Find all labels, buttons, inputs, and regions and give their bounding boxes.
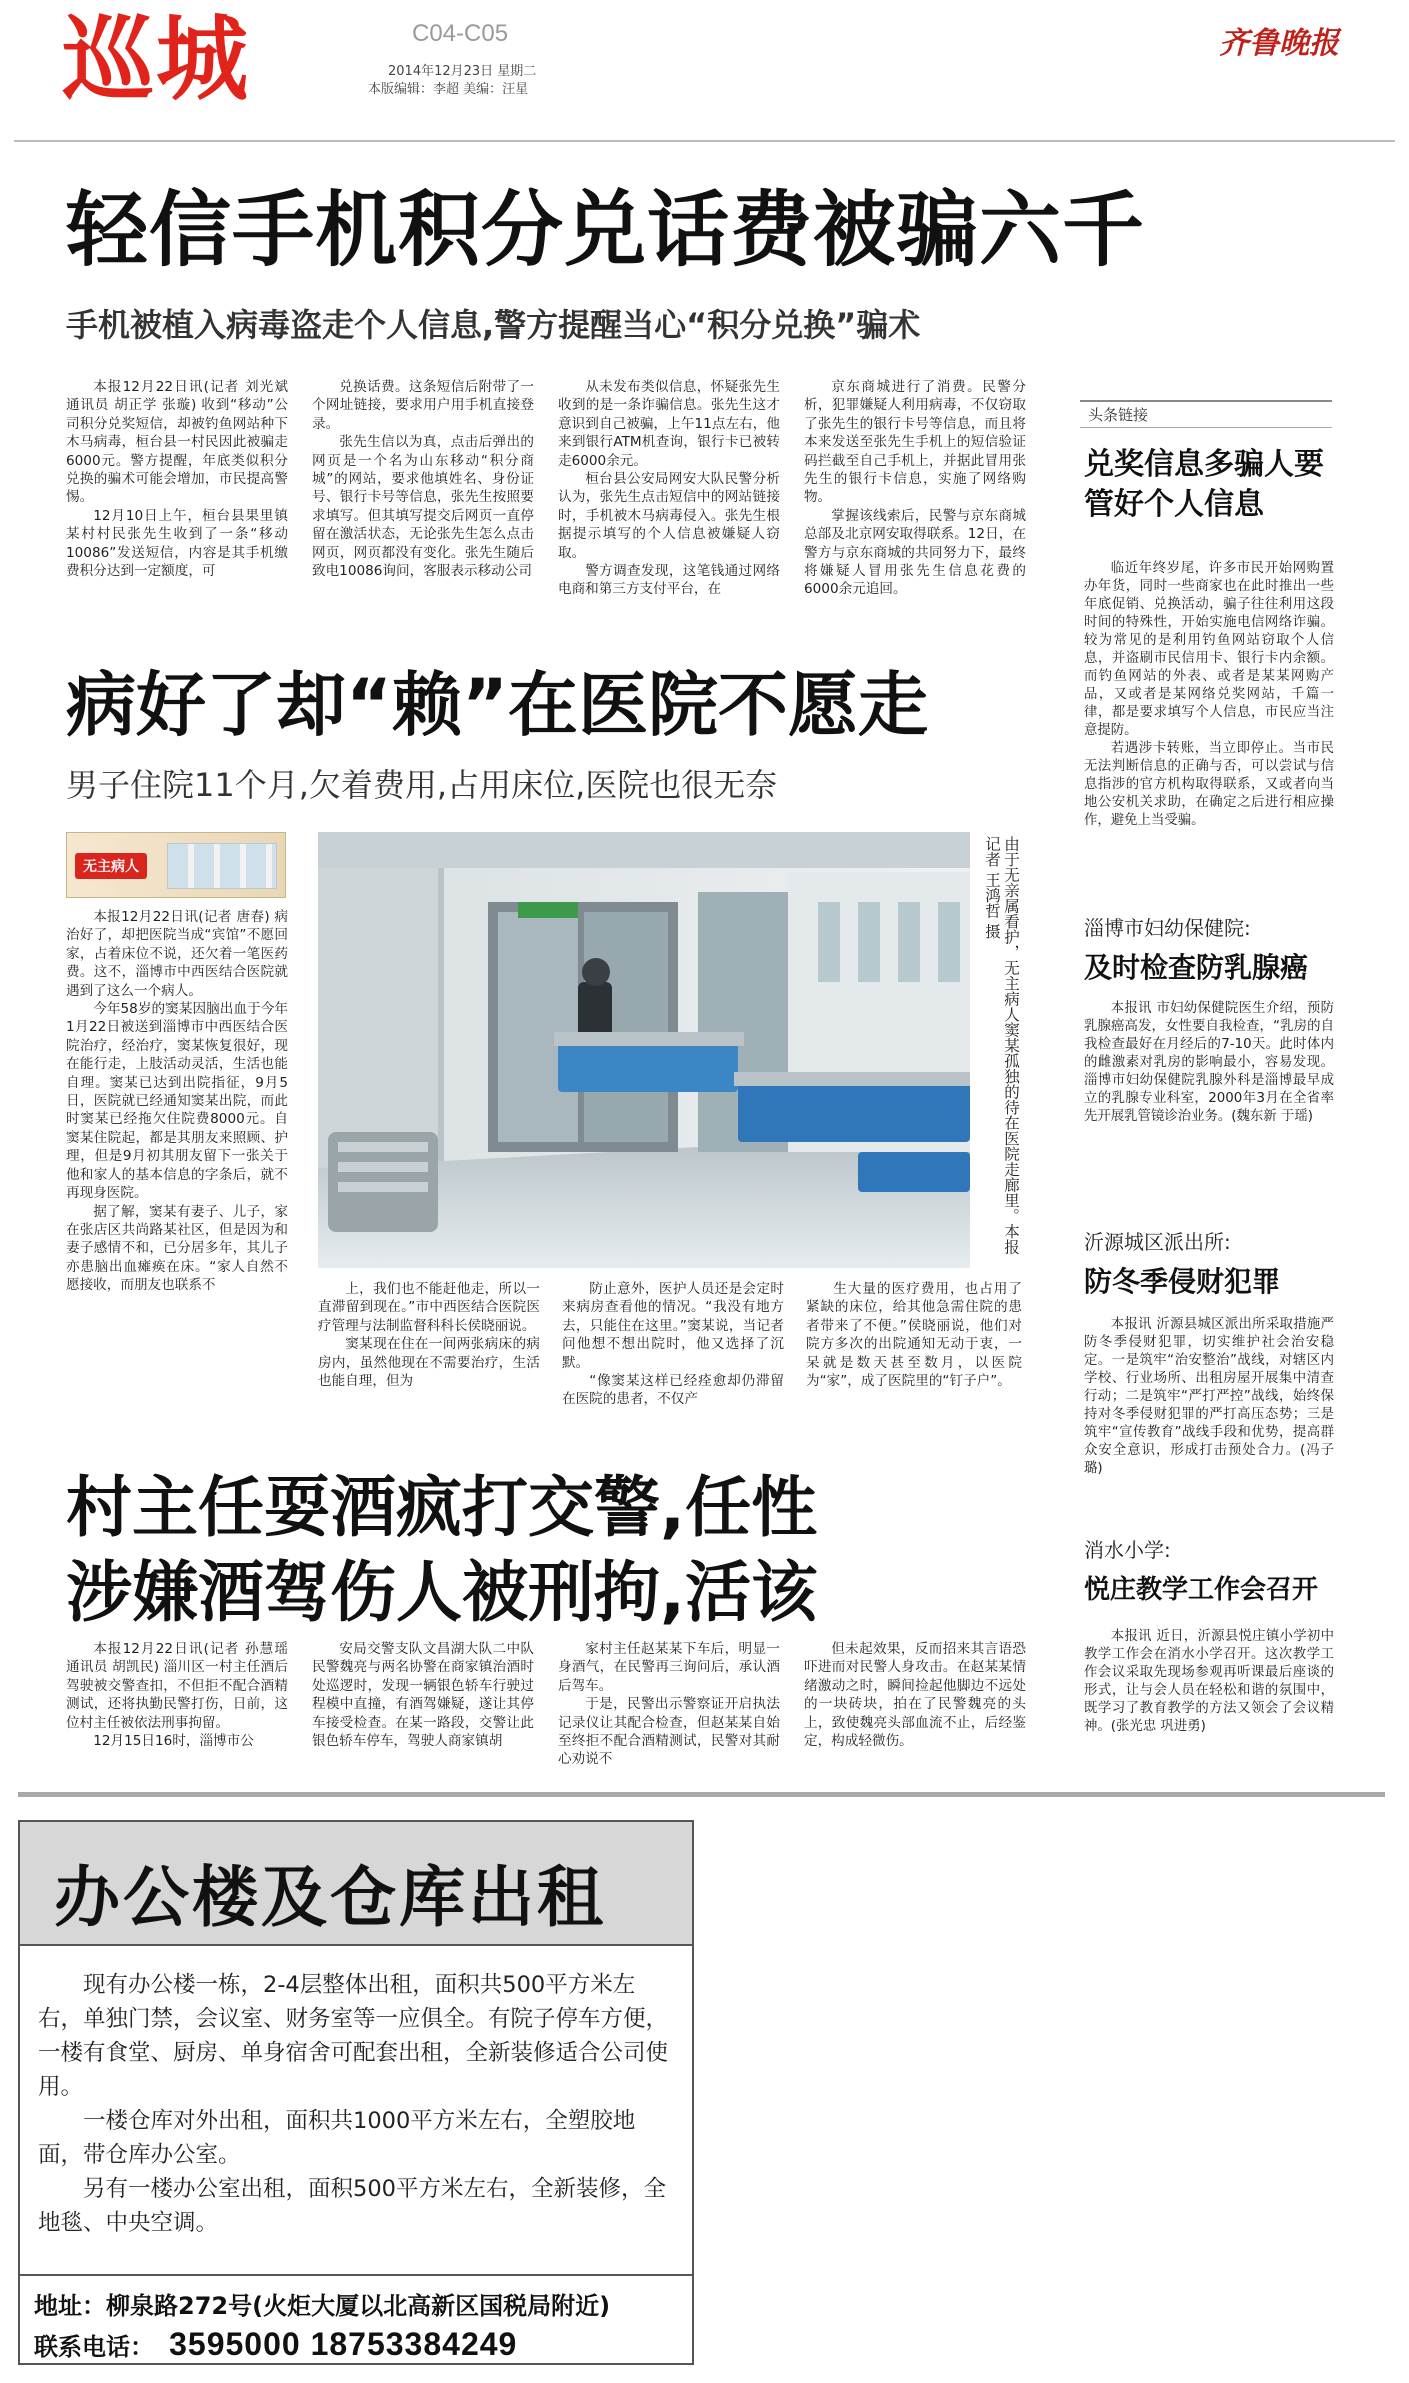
- article3-column-4: [804, 1640, 1026, 1780]
- paragraph: 一楼仓库对外出租，面积共1000平方米左右，全塑胶地面，带仓库办公室。: [38, 2108, 636, 2168]
- paragraph: 生大量的医疗费用，也占用了紧缺的床位，给其他急需住院的患者带来了不便。”侯晓丽说，他们对院方多次的出院通知无动于衷，一呆就是数天甚至数月，以医院为“家”，成了医院里的“钉子户”。: [806, 1281, 1022, 1390]
- sidebar-item2-text: [1084, 1000, 1334, 1200]
- article1-column-4: [804, 378, 1026, 633]
- paragraph: 今年58岁的窦某因脑出血于今年1月22日被送到淄博市中西医结合医院治疗，经治疗，窦某恢复很好，现在能行走，上肢活动灵活，生活也能自理。窦某已达到出院指征，9月5日，医院就已经通知窦某出院，而此时窦某已经拖欠住院费8000元。自窦某住院起，都是其朋友来照顾、护理，但是9月初其朋友留下一张关于他和家人的基本信息的字条后，就不再现身医院。: [66, 1001, 288, 1202]
- paragraph: 从未发布类似信息，怀疑张先生收到的是一条诈骗信息。张先生这才意识到自己被骗，上午11点左右，他来到银行ATM机查询，银行卡已被转走6000余元。: [558, 379, 780, 469]
- sidebar-label: 头条链接: [1088, 406, 1149, 424]
- article2-column-4: [806, 1280, 1022, 1430]
- page-code: C04-C05: [412, 20, 509, 47]
- sidebar-item2-kicker: 淄博市妇幼保健院:: [1084, 916, 1251, 940]
- article3-headline-line-2: 涉嫌酒驾伤人被刑拘,活该: [66, 1554, 818, 1631]
- paragraph: 兑换话费。这条短信后附带了一个网址链接，要求用户用手机直接登录。: [312, 379, 534, 432]
- paragraph: 本报讯 沂源县城区派出所采取措施严防冬季侵财犯罪，切实维护社会治安稳定。一是筑牢“治安整治”战线，对辖区内学校、行业场所、出租房屋开展集中清查行动；二是筑牢“严打严控”战线，始终保持对冬季侵财犯罪的严打高压态势；三是筑牢“宣传教育”战线手段和优势，提高群众安全意识，形成打击预处合力。(冯子璐): [1084, 1317, 1334, 1476]
- hospital-corridor-photo: [318, 832, 970, 1268]
- ad-address: 地址：柳泉路272号(火炬大厦以北高新区国税局附近): [34, 2292, 611, 2320]
- paragraph: 本报12月22日讯(记者 唐春) 病治好了，却把医院当成“宾馆”不愿回家，占着床位不说，还欠着一笔医药费。这不，淄博市中西医结合医院就遇到了这么一个病人。: [66, 909, 288, 999]
- paragraph: 掌握该线索后，民警与京东商城总部及北京网安取得联系。12日，在警方与京东商城的共同努力下，最终将嫌疑人冒用张先生信息花费的6000余元追回。: [804, 507, 1026, 598]
- article1-subhead: 手机被植入病毒盗走个人信息,警方提醒当心“积分兑换”骗术: [66, 306, 921, 344]
- section-name: 巡城: [62, 6, 251, 113]
- page-date: 2014年12月23日 星期二: [388, 64, 537, 79]
- paragraph: 本报讯 近日，沂源县悦庄镇小学初中教学工作会在消水小学召开。这次教学工作会议采取先现场参观再听课最后座谈的形式，让与会人员在轻松和谐的氛围中，既学习了教育教学的方法又领会了会议精神。(张光忠 巩进勇): [1084, 1629, 1334, 1734]
- paragraph: 另有一楼办公室出租，面积500平方米左右，全新装修，全地毯、中央空调。: [38, 2176, 666, 2236]
- sidebar-item1-headline: 兑奖信息多骗人要管好个人信息: [1084, 447, 1324, 522]
- article2-column-1: [66, 908, 288, 1428]
- paragraph: 京东商城进行了消费。民警分析，犯罪嫌疑人利用病毒，不仅窃取了张先生的银行卡号等信息，而且将本来发送至张先生手机上的短信验证码拦截至自己手机上，并据此冒用张先生的银行卡信息，实施了网络购物。: [804, 379, 1026, 506]
- rental-advertisement: [18, 1820, 694, 2365]
- paragraph: 于是，民警出示警察证开启执法记录仪让其配合检查，但赵某某自始至终拒不配合酒精测试，民警对其耐心劝说不: [558, 1696, 780, 1768]
- photo-caption: 由于无亲属看护，无主病人窦某孤独的待在医院走廊里。本报记者 王鸿哲 摄: [983, 836, 1020, 1255]
- ad-phone-numbers: 3595000 18753384249: [169, 2326, 518, 2362]
- sidebar-item3-headline: 防冬季侵财犯罪: [1084, 1265, 1281, 1298]
- paragraph: 张先生信以为真，点击后弹出的网页是一个名为山东移动“积分商城”的网站，要求他填姓名、身份证号、银行卡号等信息，张先生按照要求填写。但其填写提交后网页一直停留在激活状态，无论张先生怎么点击网页，网页都没有变化。张先生随后致电10086询问，客服表示移动公司: [312, 434, 534, 580]
- paper-logo: 齐鲁晚报: [1219, 26, 1339, 61]
- paragraph: 据了解，窦某有妻子、儿子，家在张店区共尚路某社区，但是因为和妻子感情不和，已分居多年，其儿子亦患脑出血瘫痪在床。“家人自然不愿接收，而朋友也联系不: [66, 1203, 288, 1294]
- paragraph: “像窦某这样已经痊愈却仍滞留在医院的患者，不仅产: [562, 1373, 784, 1408]
- page-editor: 本版编辑：李超 美编：汪星: [368, 82, 529, 97]
- ad-title-band: [20, 1822, 692, 1946]
- paragraph: 本报12月22日讯(记者 孙慧瑶 通讯员 胡凯民) 淄川区一村主任酒后驾驶被交警查扣，不但拒不配合酒精测试，还将执勤民警打伤，日前，这位村主任被依法刑事拘留。: [66, 1641, 288, 1731]
- article1-column-2: [312, 378, 534, 633]
- ad-title: 办公楼及仓库出租: [54, 1859, 606, 1936]
- article1-column-3: [558, 378, 780, 633]
- sidebar-item4-text: [1084, 1628, 1334, 1778]
- ad-body: [38, 1968, 678, 2240]
- badge-label: 无主病人: [75, 853, 147, 879]
- paragraph: 窦某现在住在一间两张病床的病房内，虽然他现在不需要治疗，生活也能自理，但为: [318, 1336, 540, 1390]
- article3-column-2: [312, 1640, 534, 1780]
- article1-column-1: [66, 378, 288, 633]
- sidebar-item1-text: [1084, 560, 1334, 890]
- hospital-corridor-illustration: [318, 832, 970, 1268]
- sidebar-item3-kicker: 沂源城区派出所:: [1084, 1230, 1231, 1254]
- paragraph: 现有办公楼一栋，2-4层整体出租，面积共500平方米左右，单独门禁，会议室、财务室等一应俱全。有院子停车方便，一楼有食堂、厨房、单身宿舍可配套出租，全新装修适合公司使用。: [38, 1972, 669, 2100]
- ad-divider: [20, 2274, 692, 2276]
- paragraph: 本报讯 市妇幼保健院医生介绍，预防乳腺癌高发，女性要自我检查，“乳房的自我检查最好在月经后的7-10天。此时体内的雌激素对乳房的影响最小，容易发现。淄博市妇幼保健院乳腺外科是淄博最早成立的乳腺专业科室，2000年3月在全省率先开展乳管镜诊治业务。(魏东新 于瑶): [1084, 1001, 1334, 1124]
- paragraph: 本报12月22日讯(记者 刘光斌 通讯员 胡正学 张璇) 收到“移动”公司积分兑奖短信，却被钓鱼网站种下木马病毒，桓台县一村民因此被骗走6000元。警方提醒，年底类似积分兑换的骗术可能会增加，市民提高警惕。: [66, 379, 288, 506]
- section-divider: [18, 1792, 1385, 1797]
- article3-headline-line-1: 村主任耍酒疯打交警,任性: [66, 1469, 818, 1546]
- article2-column-3: [562, 1280, 784, 1430]
- article2-column-2: [318, 1280, 540, 1430]
- article3-column-3: [558, 1640, 780, 1780]
- paragraph: 若遇涉卡转账，当立即停止。当市民无法判断信息的正确与否，可以尝试与信息指涉的官方机构取得联系，又或者向当地公安机关求助，在确定之后进行相应操作，避免上当受骗。: [1084, 741, 1334, 828]
- article2-headline: 病好了却“赖”在医院不愿走: [66, 664, 929, 746]
- paragraph: 临近年终岁尾，许多市民开始网购置办年货，同时一些商家也在此时推出一些年底促销、兑换活动，骗子往往利用这段时间的特殊性，开始实施电信网络诈骗。较为常见的是利用钓鱼网站窃取个人信息，并盗刷市民信用卡、银行卡内余额。而钓鱼网站的外表、或者是某某网购产品，又或者是某网络兑奖网站，千篇一律，都是要求填写个人信息，市民应当注意提防。: [1084, 561, 1334, 738]
- paragraph: 12月15日16时，淄博市公: [93, 1733, 254, 1750]
- sidebar-item3-text: [1084, 1316, 1334, 1484]
- sidebar-item4-kicker: 消水小学:: [1084, 1538, 1171, 1562]
- paragraph: 但未起效果，反而招来其言语恐吓进而对民警人身攻击。在赵某某情绪激动之时，瞬间捡起他脚边不远处的一块砖块，拍在了民警魏亮的头上，致使魏亮头部血流不止，后经鉴定，构成轻微伤。: [804, 1641, 1026, 1750]
- paragraph: 桓台县公安局网安大队民警分析认为，张先生点击短信中的网站链接时，手机被木马病毒侵入。张先生根据提示填写的个人信息被嫌疑人窃取。: [558, 471, 780, 561]
- paragraph: 警方调查发现，这笔钱通过网络电商和第三方支付平台，在: [558, 563, 780, 598]
- paragraph: 12月10日上午，桓台县果里镇某村村民张先生收到了一条“移动10086”发送短信，内容是其手机缴费积分达到一定额度，可: [66, 507, 288, 580]
- ad-phone-label: 联系电话：: [34, 2333, 154, 2361]
- sidebar-item2-headline: 及时检查防乳腺癌: [1084, 951, 1309, 984]
- article3-column-1: [66, 1640, 288, 1780]
- masthead-rule: [14, 140, 1395, 142]
- article1-headline: 轻信手机积分兑话费被骗六千: [66, 183, 1146, 278]
- paragraph: 防止意外，医护人员还是会定时来病房查看他的情况。“我没有地方去，只能住在这里。”窦某说，当记者问他想不想出院时，他又选择了沉默。: [562, 1281, 784, 1371]
- paragraph: 上，我们也不能赶他走，所以一直滞留到现在。”市中西医结合医院医疗管理与法制监督科科长侯晓丽说。: [318, 1281, 540, 1334]
- article2-subhead: 男子住院11个月,欠着费用,占用床位,医院也很无奈: [66, 766, 778, 804]
- hospital-beds-illustration: [167, 843, 277, 889]
- topic-badge: [66, 832, 286, 898]
- sidebar-item4-headline: 悦庄教学工作会召开: [1084, 1575, 1319, 1605]
- paragraph: 安局交警支队文昌湖大队二中队民警魏亮与两名协警在商家镇治酒时处巡逻时，发现一辆银色轿车行驶过程模中直撞，有酒驾嫌疑，遂让其停车接受检查。在某一路段，交警让此银色轿车停车，驾驶人商家镇胡: [312, 1641, 534, 1750]
- ad-phone-row: [34, 2326, 517, 2363]
- paragraph: 家村主任赵某某下车后，明显一身酒气，在民警再三询问后，承认酒后驾车。: [558, 1641, 780, 1694]
